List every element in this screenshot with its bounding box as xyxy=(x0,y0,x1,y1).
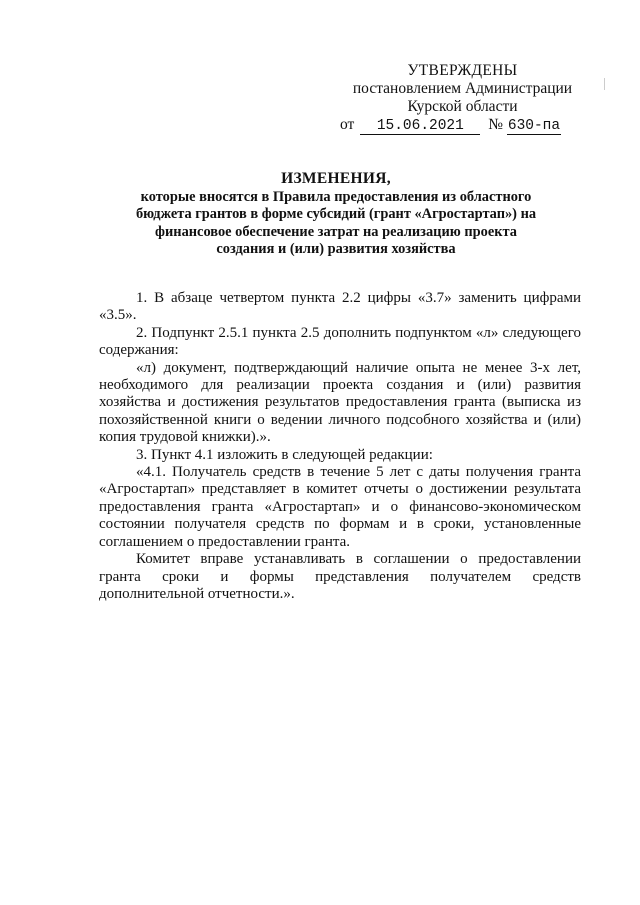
approval-line-1: постановлением Администрации xyxy=(352,80,573,97)
subtitle-line: финансовое обеспечение затрат на реализацию проекта xyxy=(155,223,517,240)
approval-heading: УТВЕРЖДЕНЫ xyxy=(407,62,518,79)
date-prefix: от xyxy=(340,116,355,133)
number-prefix: № xyxy=(488,116,503,133)
approval-stamp xyxy=(340,62,585,135)
paragraph-2: 2. Подпункт 2.5.1 пункта 2.5 дополнить подпунктом «л» следующего содержания: xyxy=(99,324,581,359)
title-heading: ИЗМЕНЕНИЯ, xyxy=(281,170,391,187)
document-title xyxy=(100,170,572,259)
subtitle-line: которые вносятся в Правила предоставления из областного xyxy=(140,188,532,205)
paragraph-1: 1. В абзаце четвертом пункта 2.2 цифры «3.7» заменить цифрами «3.5». xyxy=(99,290,581,324)
document-body xyxy=(99,290,581,603)
approval-line-2: Курской области xyxy=(407,98,518,115)
margin-mark xyxy=(604,78,605,90)
subtitle-line: создания и (или) развития хозяйства xyxy=(216,241,456,258)
approval-date: 15.06.2021 xyxy=(360,119,480,135)
paragraph-4: 3. Пункт 4.1 изложить в следующей редакции: xyxy=(136,446,433,463)
approval-number: 630-па xyxy=(507,118,561,134)
paragraph-5: «4.1. Получатель средств в течение 5 лет с даты получения гранта «Агростартап» представляет в комитет отчеты о достижении результата предоставления гранта «Агростартап» и о финансово-экономическом состоянии получателя средств по формам и в сроки, установленные соглашением о предоставлении гранта. xyxy=(99,464,581,550)
subtitle-line: бюджета грантов в форме субсидий (грант «Агростартап») на xyxy=(135,206,537,223)
approval-date-row xyxy=(340,116,585,135)
paragraph-6: Комитет вправе устанавливать в соглашении о предоставлении гранта сроки и формы представления получателем средств дополнительной отчетности.». xyxy=(99,551,581,602)
paragraph-3: «л) документ, подтверждающий наличие опыта не менее 3-х лет, необходимого для реализации проекта создания и (или) развития хозяйства и достижения результатов предоставления гранта (выписка из похозяйственной книги о ведении личного подсобного хозяйства и (или) копия трудовой книжки).». xyxy=(99,359,581,446)
